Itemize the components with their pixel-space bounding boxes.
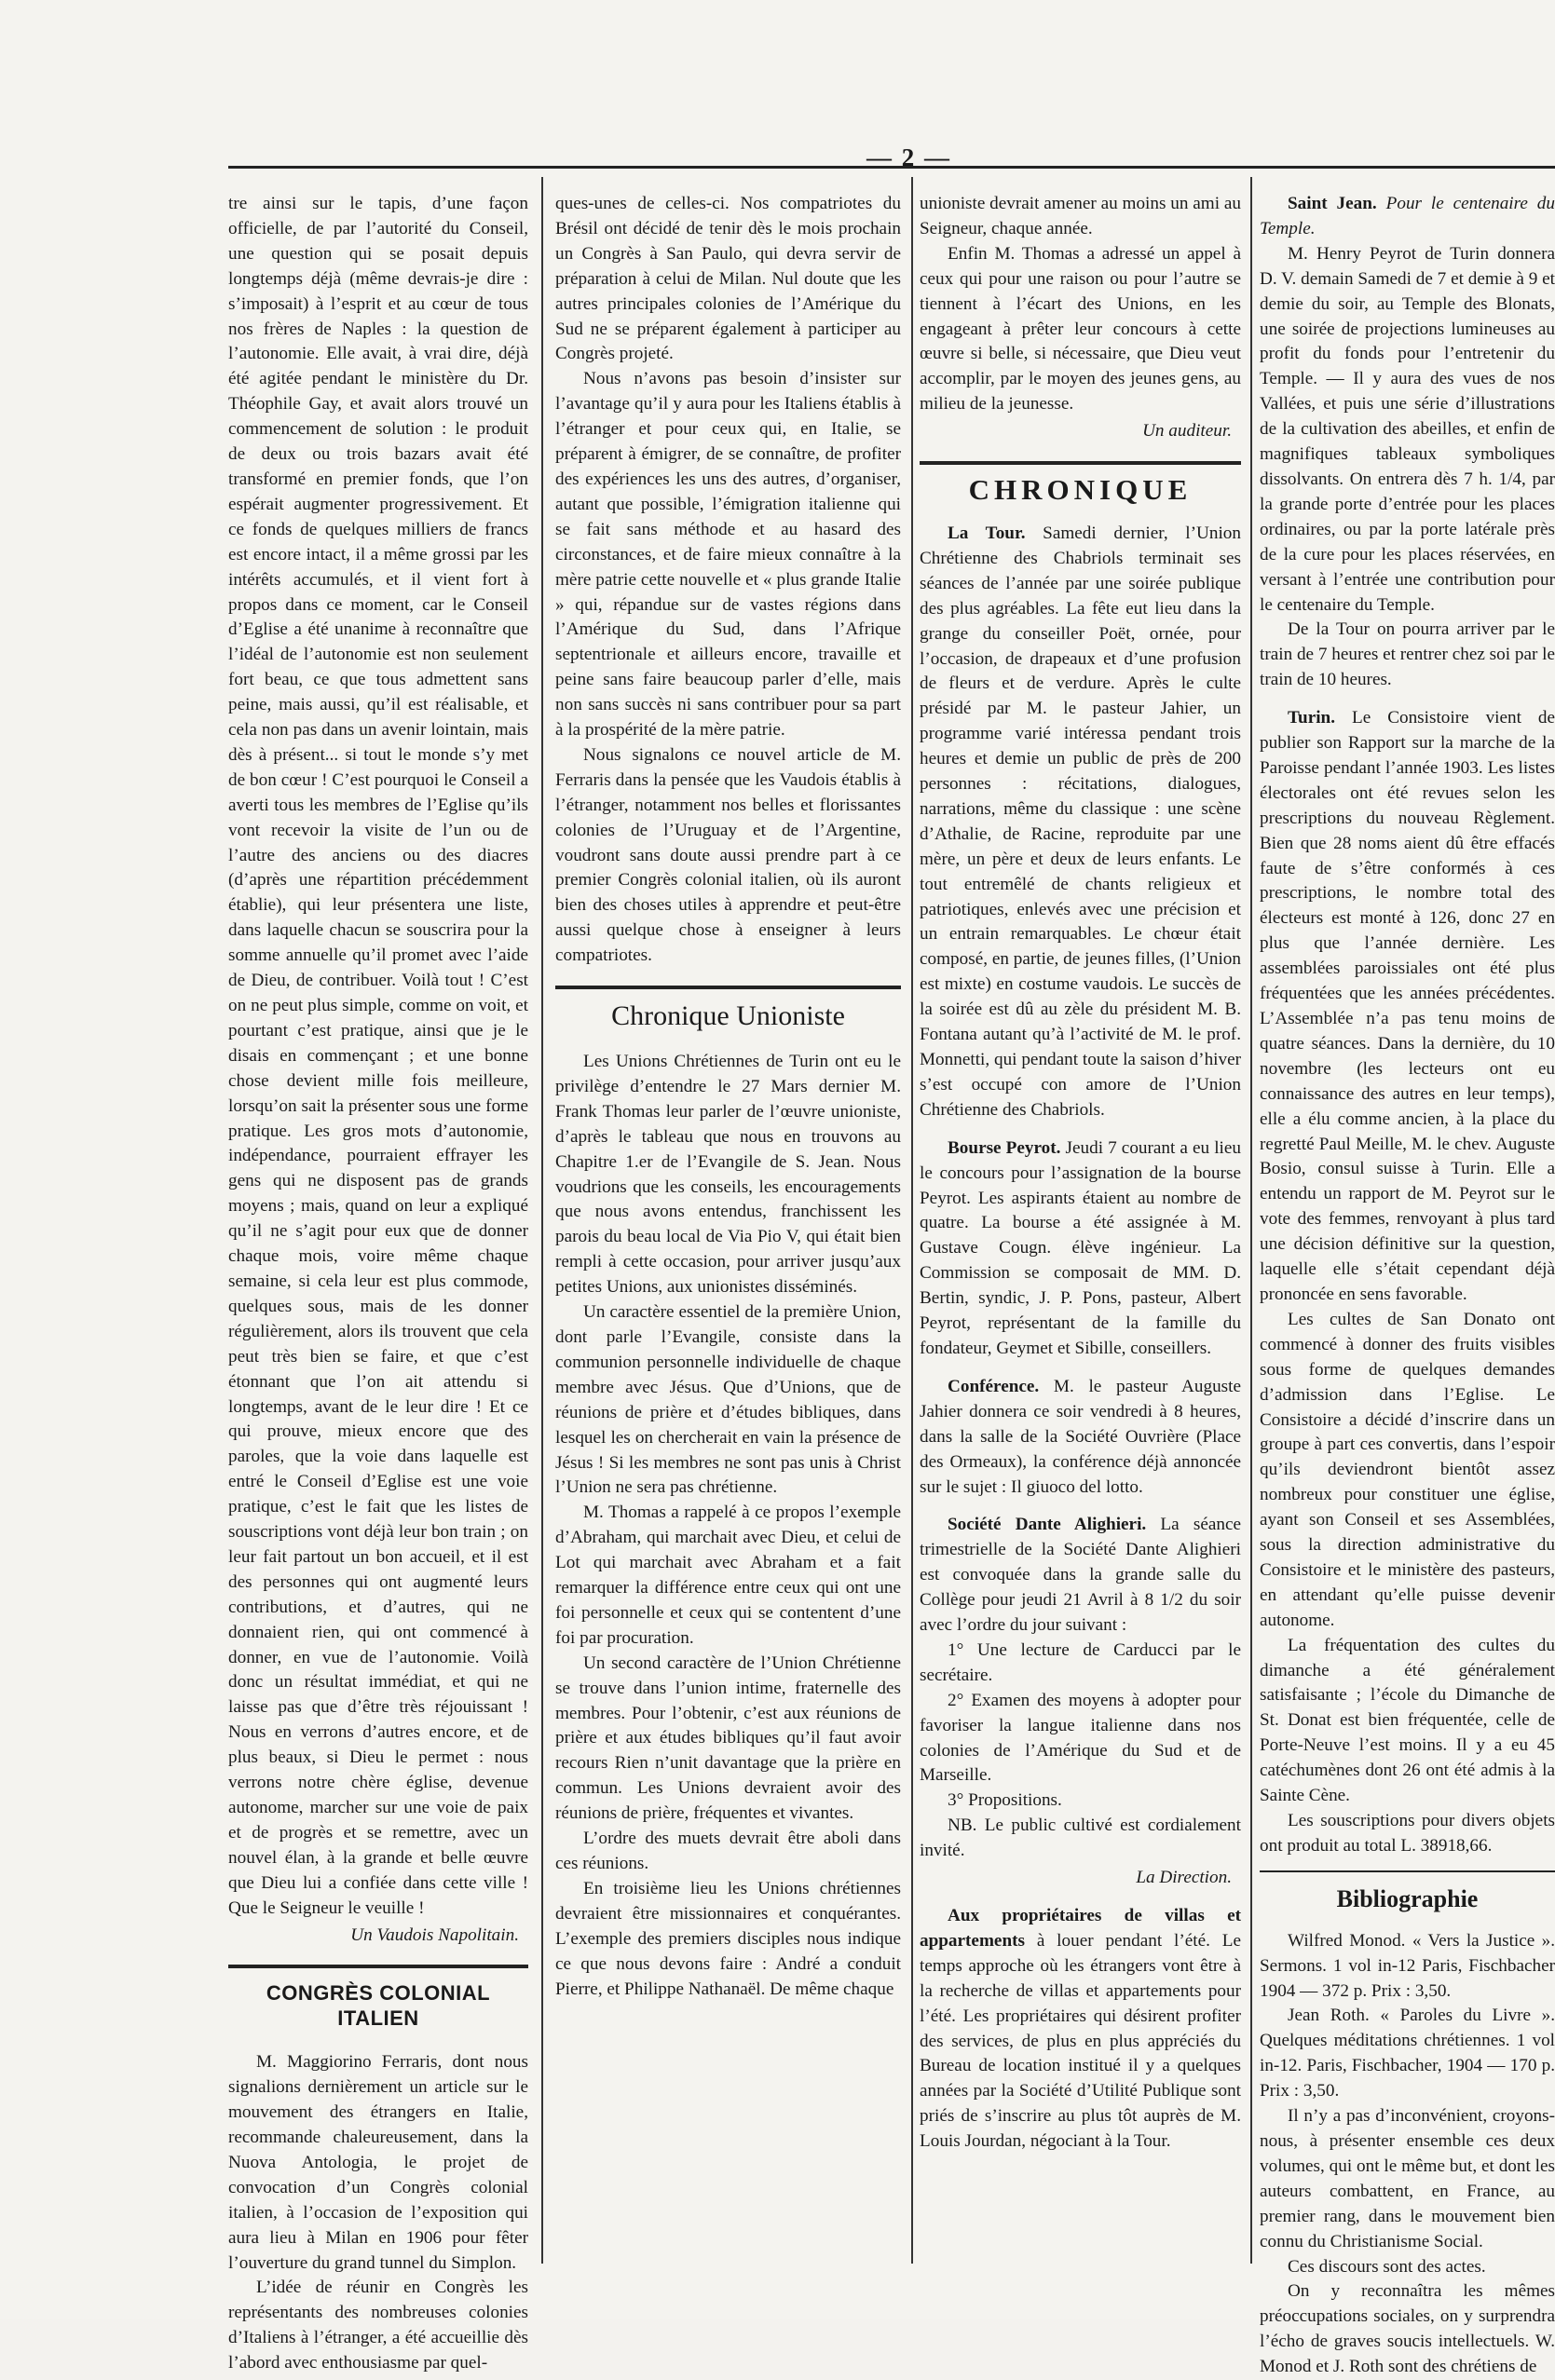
rubric-title: Aux propriétaires de villas et appartements [920,1906,1241,1951]
article-paragraph: M. Thomas a rappelé à ce propos l’exemple d’Abraham, qui marchait avec Dieu, et celui de Lot qui marchait avec Abraham et a fait remarquer la différence entre ceux qui ont une foi personnelle et ceux qui se contentent d’une foi par procuration. [555,1503,901,1648]
column-1 [228,192,528,2373]
column-divider [1250,177,1252,2264]
article-paragraph: De la Tour on pourra arriver par le train de 7 heures et rentrer chez soi par le train de 10 heures. [1260,619,1555,690]
rubric-subtitle: Pour le centenaire du Temple. [1260,194,1555,238]
column-2 [555,192,901,2264]
article-paragraph: L’ordre des muets devrait être aboli dans ces réunions. [555,1829,901,1873]
section-heading: Bibliographie [1336,1884,1479,1912]
section-divider [1260,1870,1555,1872]
article-paragraph: Les Unions Chrétiennes de Turin ont eu le privilège d’entendre le 27 Mars dernier M. Frank Thomas leur parler de l’œuvre unioniste, d’après le tableau que nous en trouvons au Chapitre 1.er de l’Evangile de S. Jean. Nous voudrions que les conseils, les encouragements que nous avons entendus, franchissent les parois du beau local de Via Pio V, qui était bien rempli à cette occasion, pour arriver jusqu’aux petites Unions, aux unionistes disséminés. [555,1052,901,1298]
section-divider [555,986,901,989]
section-heading: CONGRÈS COLONIAL ITALIEN [266,1981,491,2031]
rubric-title: Bourse Peyrot. [948,1137,1061,1158]
rubric-text: Jeudi 7 courant a eu lieu le concours pour l’assignation de la bourse Peyrot. Les aspirants étaient au nombre de quatre. La bourse a été assignée à M. Gustave Cougn. élève ingénieur. La Commission se composait de MM. D. Bertin, syndic, J. P. Pons, pasteur, Albert Peyrot, représentant de la famille du fondateur, Geymet et Sibille, conseillers. [920,1137,1242,1358]
bibliography-entry: Wilfred Monod. « Vers la Justice ». Sermons. 1 vol in-12 Paris, Fischbacher 1904 — 372 p. Prix : 3,50. [1260,1930,1555,2001]
rubric-text: Le Consistoire vient de publier son Rapport sur la marche de la Paroisse pendant l’année 1903. Les listes électorales ont été revues selon les prescriptions du nouveau Règlement. Bien que 28 noms aient dû être effacés faute de s’être conformés à ces prescriptions, le nombre total des électeurs est monté à 126, donc 27 en plus que l’année dernière. Les assemblées paroissiales ont été plus fréquentées que les années précédentes. L’Assemblée n’a pas tenu moins de quatre séances. Dans la dernière, du 10 novembre (les lecteurs ont eu connaissance des autres en leur temps), elle a élu comme ancien, à la place du regretté Paul Meille, M. le chev. Auguste Bosio, consul suisse à Turin. Elle a entendu un rapport de M. Peyrot sur le vote des femmes, renvoyant à plus tard une décision définitive sur la question, laquelle elle s’était cependant déjà prononcée en sens favorable. [1260,708,1555,1304]
list-item: 1° Une lecture de Carducci par le secrétaire. [920,1639,1241,1685]
rubric-title: La Tour. [948,523,1026,543]
rubric-title: Turin. [1288,708,1336,728]
article-paragraph: unioniste devrait amener au moins un ami au Seigneur, chaque année. [920,194,1241,238]
list-item: 2° Examen des moyens à adopter pour favoriser la langue italienne dans nos colonies de l’Amérique du Sud et de Marseille. [920,1690,1241,1786]
rubric-text: M. le pasteur Auguste Jahier donnera ce soir vendredi à 8 heures, dans la salle de la Société Ouvrière (Place des Ormeaux), la conférence déjà annoncée sur le sujet : Il giuoco del lotto. [920,1376,1241,1497]
header-rule [228,166,1555,169]
rubric-title: Saint Jean. [1288,194,1377,213]
article-paragraph: M. Henry Peyrot de Turin donnera D. V. demain Samedi de 7 et demie à 9 et demie du soir, au Temple des Blonats, une soirée de projections lumineuses au profit du fonds pour l’entretenir du Temple. — Il y aura des vues de nos Vallées, et puis une série d’illustrations de la cultivation des abeilles, et enfin de magnifiques tableaux symboliques dissolvants. On entrera dès 7 h. 1/4, par la grande porte d’entrée pour les places ordinaires, ou par la porte latérale près de la cure pour les places réservées, en versant à l’entrée une contribution pour le centenaire du Temple. [1260,243,1555,615]
section-heading: CHRONIQUE [968,473,1193,507]
article-paragraph: ques-unes de celles-ci. Nos compatriotes du Brésil ont décidé de tenir dès le mois prochain un Congrès à San Paulo, qui devra servir de préparation à celui de Milan. Nul doute que les autres principales colonies de l’Amérique du Sud ne se préparent également à participer au Congrès projeté. [555,194,901,364]
bibliography-entry: Jean Roth. « Paroles du Livre ». Quelques méditations chrétiennes. 1 vol in-12. Paris, Fischbacher, 1904 — 170 p. Prix : 3,50. [1260,2006,1555,2101]
article-paragraph: En troisième lieu les Unions chrétiennes devraient être missionnaires et conquérantes. L’exemple des premiers disciples nous indique ce que nous devons faire : André a conduit Pierre, et Philippe Nathanaël. De même chaque [555,1878,901,1999]
rubric-text: La séance trimestrielle de la Société Dante Alighieri est convoquée dans la grande salle du Collège pour jeudi 21 Avril à 8 1/2 du soir avec l’ordre du jour suivant : [920,1515,1241,1636]
rubric-text: à louer pendant l’été. Le temps approche où les étrangers vont être à la recherche de villas et appartements pour l’été. Les propriétaires qui désirent profiter des services, de plus en plus appréciés du Bureau de location institué il y a quelques années par la Société d’Utilité Publique sont priés de s’inscrire au plus tôt auprès de M. Louis Jourdan, négociant à la Tour. [920,1930,1241,2152]
article-paragraph: Ces discours sont des actes. [1288,2256,1486,2277]
article-paragraph: La fréquentation des cultes du dimanche a été généralement satisfaisante ; l’école du Dimanche de St. Donat est bien fréquentée, celle de Porte-Neuve l’est moins. Il y a eu 45 catéchumènes dont 26 ont été admis à la Sainte Cène. [1260,1635,1555,1806]
page-number: — 2 — [866,143,951,171]
article-paragraph: Un second caractère de l’Union Chrétienne se trouve dans l’union intime, fraternelle des membres. Pour l’obtenir, c’est aux réunions de prière et aux études bibliques qu’il faut avoir recours Rien n’unit davantage que la prière en commun. Les Unions devraient avoir des réunions de prière, fréquentes et vivantes. [555,1652,901,1824]
article-paragraph: Nous n’avons pas besoin d’insister sur l’avantage qu’il y aura pour les Italiens établis à l’étranger et pour ceux qui, en Italie, se préparent à émigrer, de se connaître, de profiter des expériences les uns des autres, d’organiser, autant que possible, l’émigration italienne qui se fait sans méthode et au hasard des circonstances, et de faire mieux connaître à la mère patrie cette nouvelle et « plus grande Italie » qui, répandue sur de vastes régions dans l’Amérique du Sud, dans l’Afrique septentrionale et ailleurs encore, travaille et peine sans faire beaucoup parler d’elle, mais non sans succès ni sans contribuer pour sa part à la prospérité de la mère patrie. [555,369,901,741]
article-signature: Un Vaudois Napolitain. [350,1924,519,1945]
column-3 [920,192,1241,2264]
article-paragraph: On y reconnaîtra les mêmes préoccupations sociales, on y surprendra l’écho de graves soucis intellectuels. W. Monod et J. Roth sont des chrétiens de [1260,2281,1555,2377]
column-divider [911,177,913,2264]
column-4 [1260,192,1555,2377]
article-paragraph: Les souscriptions pour divers objets ont produit au total L. 38918,66. [1260,1811,1555,1856]
article-paragraph: Enfin M. Thomas a adressé un appel à ceux qui pour une raison ou pour l’autre se tiennent à l’écart des Unions, en les engageant à prêter leur concours à cette œuvre si belle, si nécessaire, que Dieu veut accomplir, par le moyen des jeunes gens, au milieu de la jeunesse. [920,243,1241,415]
section-divider [920,461,1241,465]
column-divider [541,177,543,2264]
rubric-title: Société Dante Alighieri. [948,1515,1147,1535]
rubric-text: Samedi dernier, l’Union Chrétienne des Chabriols terminait ses séances de l’année par une soirée publique des plus agréables. La fête eut lieu dans la grange du conseiller Poët, ornée, pour l’occasion, de drapeaux et d’une profusion de fleurs et de verdure. Après le culte présidé par M. le pasteur Jahier, un programme varié intéressa pendant trois heures et demie un public de près de 200 personnes : récitations, dialogues, narrations, même du classique : une scène d’Athalie, de Racine, reproduite par une mère, un père et deux de leurs enfants. Le tout entremêlé de chants religieux et patriotiques, enlevés avec une précision et un entrain remarquables. Le chœur était composé, en partie, de jeunes filles, (l’Union est mixte) en costume vaudois. Le succès de la soirée est dû au zèle du président M. B. Fontana autant qu’à l’activité de M. le prof. Monnetti, qui pendant toute la saison d’hiver s’est occupé con amore de l’Union Chrétienne des Chabriols. [920,523,1241,1120]
rubric-title: Conférence. [948,1376,1040,1396]
article-paragraph: tre ainsi sur le tapis, d’une façon officielle, de par l’autorité du Conseil, une question qui se posait depuis longtemps déjà (même devrais-je dire : s’imposait) à l’esprit et au cœur de tous nos frères de Naples : la question de l’autonomie. Elle avait, à vrai dire, déjà été agitée pendant le ministère du Dr. Théophile Gay, et avait alors trouvé un commencement de solution : le produit de deux ou trois bazars avait été transformé en premier fonds, que l’on espérait augmenter progressivement. Et ce fonds de quelques milliers de francs est encore intact, il a même grossi par les intérêts accumulés, et il vient fort à propos dans ce moment, car le Conseil d’Eglise a été unanime à reconnaître que l’idéal de l’autonomie est non seulement fort beau, ce que tous admettent sans peine, mais aussi, qu’il est réalisable, et cela non pas dans un avenir lointain, mais dès à présent... si tout le monde s’y met de bon cœur ! C’est pourquoi le Conseil a averti tous les membres de l’Eglise qu’ils vont recevoir la visite de l’un ou de l’autre des anciens ou des diacres (d’après une répartition précédemment établie), qui leur présentera une liste, dans laquelle chacun se souscrira pour la somme annuelle qu’il promet avec l’aide de Dieu, de contribuer. Voilà tout ! C’est on ne peut plus simple, comme on voit, et pourtant c’est pratique, ainsi que je le disais en commençant ; et une bonne chose devient mille fois meilleure, lorsqu’on sait la présenter sous une forme pratique. Les gros mots d’autonomie, indépendance, pourraient effrayer les gens qui ne disposent pas de grands moyens ; mais, quand on leur a expliqué qu’il ne s’agit pour eux que de donner chaque mois, voire même chaque semaine, si cela leur est plus commode, quelques sous, mais de les donner régulièrement, alors ils trouvent que cela peut très bien se faire, et que c’est étonnant que l’on ait attendu si longtemps, avant de le leur dire ! Et ce qui prouve, mieux encore que des paroles, que la voie dans laquelle est entré le Conseil d’Eglise est une voie pratique, c’est le fait que les listes de souscriptions vont déjà leur bon train ; on leur fait partout un bon accueil, et il est des personnes qui ont augmenté leurs contributions, et d’autres, qui ne donnaient rien, qui ont commencé à donner, en vue de l’autonomie. Voilà donc un résultat immédiat, et qui ne laisse pas que d’être très réjouissant ! Nous en verrons d’autres encore, et de plus beaux, si Dieu le permet : nous verrons notre chère église, devenue autonome, marcher sur une voie de paix et de progrès et se remettre, avec un nouvel élan, à la grande et belle œuvre que Dieu lui a confiée dans cette ville ! Que le Seigneur le veuille ! [228,194,528,1918]
section-heading: Chronique Unioniste [611,1000,845,1032]
article-paragraph: L’idée de réunir en Congrès les représentants des nombreuses colonies d’Italiens à l’étranger, a été accueillie dès l’abord avec enthousiasme par quel- [228,2278,528,2373]
article-signature: La Direction. [1136,1868,1232,1888]
list-item: 3° Propositions. [948,1790,1062,1811]
article-paragraph: Nous signalons ce nouvel article de M. Ferraris dans la pensée que les Vaudois établis à l’étranger, notamment nos belles et florissantes colonies de l’Uruguay et de l’Argentine, voudront sans doute aussi prendre part à ce premier Congrès colonial italien, où ils auront bien des choses utiles à apprendre et peut-être aussi quelque chose à enseigner à leurs compatriotes. [555,744,901,966]
article-paragraph: Il n’y a pas d’inconvénient, croyons-nous, à présenter ensemble ces deux volumes, qui ont le même but, et dont les auteurs combattent, en France, au premier rang, dans le mouvement bien connu du Christianisme Social. [1260,2106,1555,2251]
note-text: NB. Le public cultivé est cordialement invité. [920,1816,1241,1861]
article-signature: Un auditeur. [1142,421,1232,442]
article-paragraph: Les cultes de San Donato ont commencé à donner des fruits visibles sous forme de quelques demandes d’admission dans l’Eglise. Le Consistoire a décidé d’inscrire dans un groupe à part ces convertis, dans l’espoir qu’ils deviendront bientôt assez nombreux pour constituer une église, ayant son Conseil et ses Assemblées, sous la direction administrative du Consistoire et le ministère des pasteurs, en attendant qu’elle puisse devenir autonome. [1260,1309,1555,1630]
article-paragraph: M. Maggiorino Ferraris, dont nous signalions dernièrement un article sur le mouvement des étrangers en Italie, recommande chaleureusement, dans la Nuova Antologia, le projet de convocation d’un Congrès colonial italien, à l’occasion de l’exposition qui aura lieu à Milan en 1906 pour fêter l’ouverture du grand tunnel du Simplon. [228,2052,528,2273]
section-divider [228,1965,528,1968]
article-paragraph: Un caractère essentiel de la première Union, dont parle l’Evangile, consiste dans la communion personnelle individuelle de chaque membre avec Jésus. Que d’Unions, que de réunions de prière et d’études bibliques, dans lesquel les on chercherait en vain la présence de Jésus ! Si les membres ne sont pas unis à Christ l’Union ne sera pas chrétienne. [555,1302,901,1498]
